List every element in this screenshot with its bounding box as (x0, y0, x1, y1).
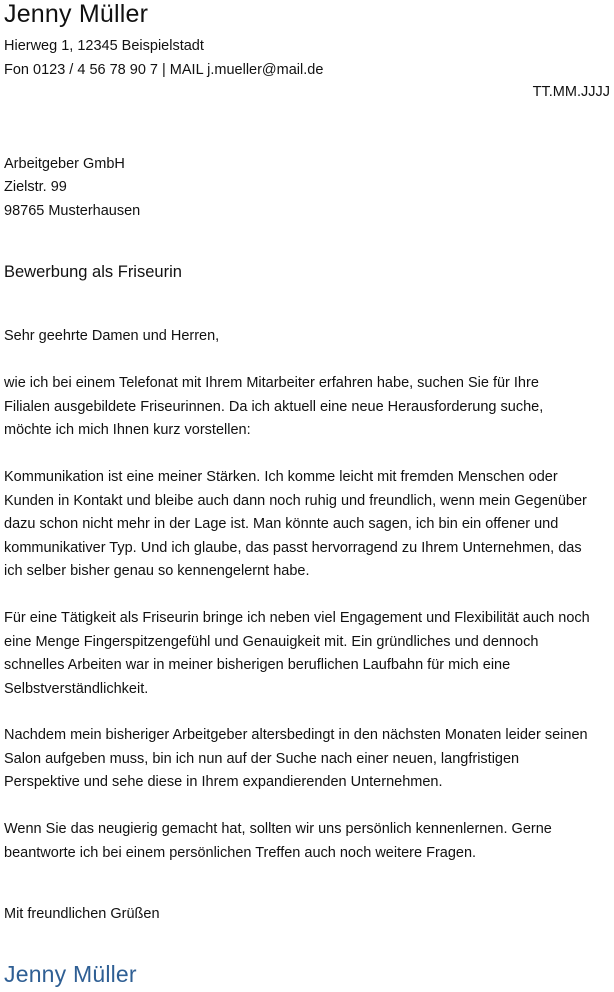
salutation: Sehr geehrte Damen und Herren, (4, 328, 220, 344)
paragraph-line: Filialen ausgebildete Friseurinnen. Da ich aktuell eine neue Herausforderung suche, (4, 398, 544, 415)
paragraph-intro (4, 372, 614, 443)
letter-date: TT.MM.JJJJ (532, 84, 610, 100)
paragraph-line: beantworte ich bei einem persönlichen Treffen auch noch weitere Fragen. (4, 844, 477, 861)
sender-contact: Fon 0123 / 4 56 78 90 7 | MAIL j.mueller@mail.de (4, 62, 324, 78)
paragraph-line: wie ich bei einem Telefonat mit Ihrem Mitarbeiter erfahren habe, suchen Sie für Ihre (4, 375, 539, 391)
recipient-city: 98765 Musterhausen (4, 203, 141, 219)
paragraph-line: Kunden in Kontakt und bleibe auch dann noch ruhig und freundlich, wenn mein Gegenüber (4, 492, 587, 509)
paragraph-line: Wenn Sie das neugierig gemacht hat, sollten wir uns persönlich kennenlernen. Gerne (4, 821, 552, 837)
closing-phrase: Mit freundlichen Grüßen (4, 906, 160, 922)
paragraph-line: Für eine Tätigkeit als Friseurin bringe ich neben viel Engagement und Flexibilität auch noch (4, 610, 590, 626)
paragraph-communication (4, 466, 614, 584)
paragraph-line: möchte ich mich Ihnen kurz vorstellen: (4, 422, 251, 438)
paragraph-line: eine Menge Fingerspitzengefühl und Genauigkeit mit. Ein gründliches und dennoch (4, 633, 539, 650)
paragraph-line: schnelles Arbeiten war in meiner bisherigen beruflichen Laufbahn für mich eine (4, 657, 511, 673)
letter-subject: Bewerbung als Friseurin (4, 263, 182, 281)
paragraph-line: Perspektive und sehe diese in Ihrem expandierenden Unternehmen. (4, 774, 443, 790)
paragraph-line: Salon aufgeben muss, bin ich nun auf der Suche nach einer neuen, langfristigen (4, 750, 520, 767)
paragraph-line: dazu schon nicht mehr in der Lage ist. Man könnte auch sagen, ich bin ein offener und (4, 516, 559, 532)
paragraph-skills (4, 607, 614, 701)
paragraph-line: kommunikativer Typ. Und ich glaube, das passt hervorragend zu Ihrem Unternehmen, das (4, 539, 582, 556)
sender-name: Jenny Müller (4, 0, 149, 28)
paragraph-line: Kommunikation ist eine meiner Stärken. Ich komme leicht mit fremden Menschen oder (4, 469, 558, 485)
paragraph-line: Selbstverständlichkeit. (4, 680, 149, 697)
paragraph-motivation (4, 724, 614, 795)
paragraph-line: Nachdem mein bisheriger Arbeitgeber altersbedingt in den nächsten Monaten leider seinen (4, 727, 588, 743)
paragraph-line: ich selber bisher genau so kennengelernt habe. (4, 563, 310, 579)
signature: Jenny Müller (4, 961, 137, 987)
recipient-company: Arbeitgeber GmbH (4, 156, 125, 172)
paragraph-closing (4, 818, 614, 865)
recipient-street: Zielstr. 99 (4, 179, 67, 195)
sender-address: Hierweg 1, 12345 Beispielstadt (4, 38, 204, 54)
